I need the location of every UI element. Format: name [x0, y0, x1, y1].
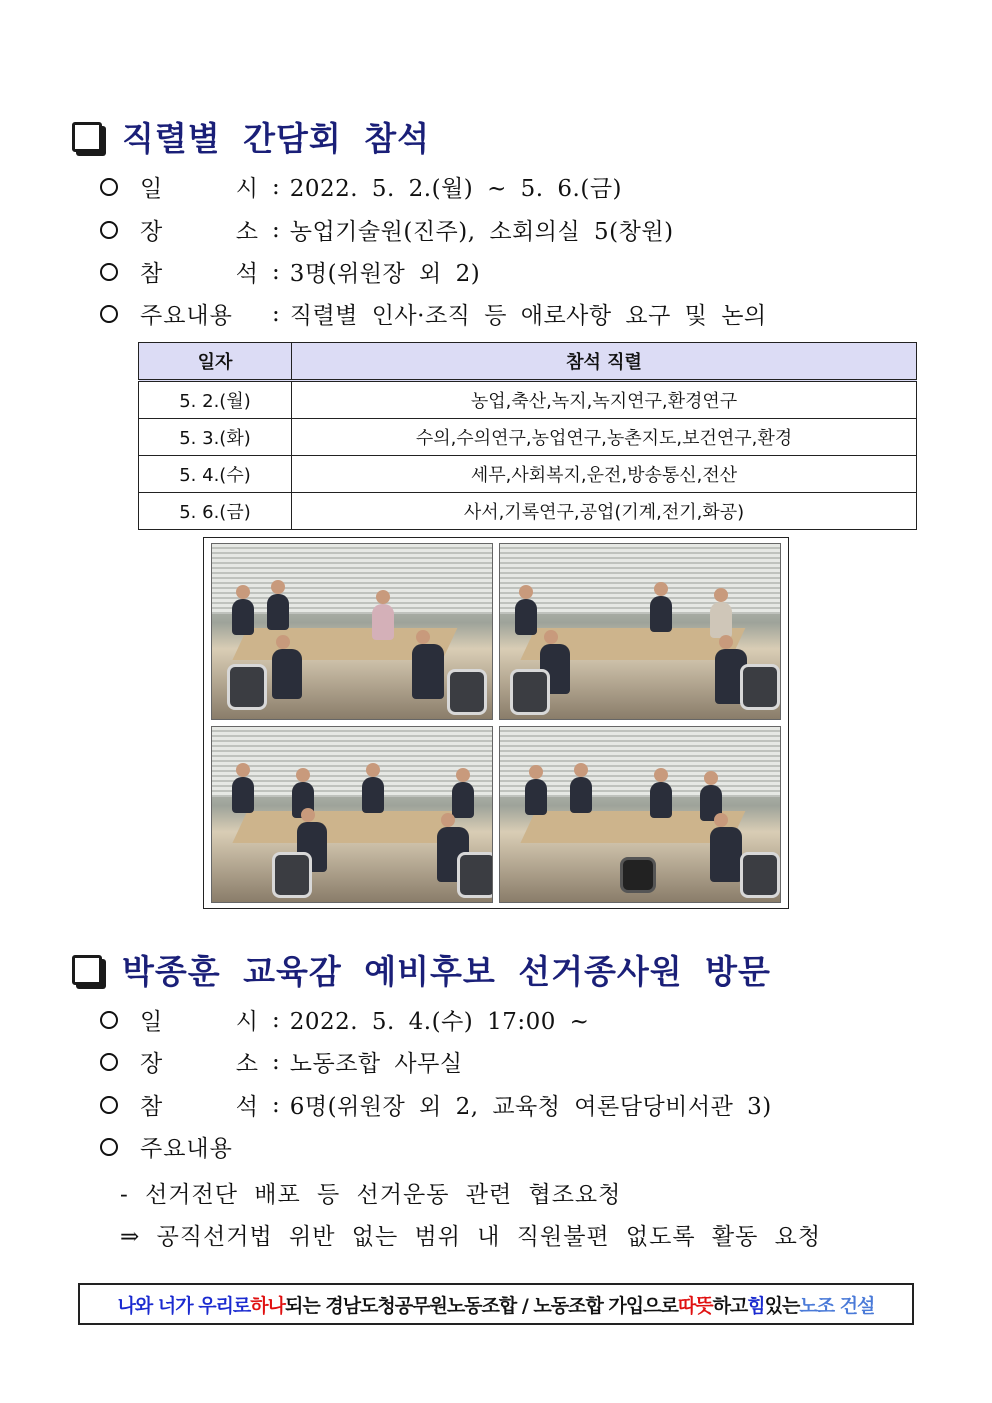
table-row: [139, 493, 917, 530]
meeting-photo: [211, 543, 493, 720]
header-date: 일자: [139, 343, 292, 381]
detail-line: - 선거전단 배포 등 선거운동 관련 협조요청: [120, 1182, 622, 1208]
circle-bullet-icon: [100, 221, 118, 239]
item-separator: :: [272, 1006, 280, 1033]
cell-positions: 수의,수의연구,농업연구,농촌지도,보건연구,환경: [292, 419, 917, 456]
section2-item-content: [100, 1130, 272, 1163]
meeting-photo: [499, 726, 781, 903]
item-label: 주요내용: [140, 303, 233, 329]
item-separator: :: [272, 1048, 280, 1075]
cell-date: 5. 6.(금): [139, 493, 292, 530]
item-label: 장 소: [140, 1051, 260, 1077]
cell-date: 5. 2.(월): [139, 381, 292, 419]
circle-bullet-icon: [100, 305, 118, 323]
item-separator: :: [272, 173, 280, 200]
item-label: 장 소: [140, 219, 260, 245]
table-header-row: [139, 343, 917, 381]
slogan-segment: 있는: [764, 1294, 800, 1317]
item-value: 농업기술원(진주), 소회의실 5(창원): [289, 219, 674, 245]
section1-title: [72, 113, 430, 160]
item-separator: :: [272, 300, 280, 327]
header-positions: 참석 직렬: [292, 343, 917, 381]
item-label: 참 석: [140, 261, 260, 287]
meeting-photo: [211, 726, 493, 903]
section1-item-date: [100, 170, 622, 203]
circle-bullet-icon: [100, 178, 118, 196]
item-label: 일 시: [140, 1009, 260, 1035]
section1-title-text: 직렬별 간담회 참석: [122, 119, 431, 158]
union-slogan-banner: [78, 1283, 914, 1325]
table-row: [139, 456, 917, 493]
section2-item-date: [100, 1003, 589, 1036]
circle-bullet-icon: [100, 263, 118, 281]
slogan-segment: 하고: [712, 1294, 748, 1317]
item-separator: :: [272, 258, 280, 285]
section1-item-place: [100, 213, 674, 246]
slogan-segment: 나와 너가 우리로: [117, 1294, 251, 1317]
circle-bullet-icon: [100, 1011, 118, 1029]
slogan-segment: 따뜻: [677, 1294, 713, 1317]
cell-positions: 사서,기록연구,공업(기계,전기,화공): [292, 493, 917, 530]
item-value: 6명(위원장 외 2, 교육청 여론담당비서관 3): [289, 1094, 772, 1120]
cell-date: 5. 4.(수): [139, 456, 292, 493]
section1-item-content: [100, 297, 767, 330]
section2-title-text: 박종훈 교육감 예비후보 선거종사원 방문: [122, 952, 771, 991]
table-row: [139, 381, 917, 419]
item-value: 직렬별 인사·조직 등 애로사항 요구 및 논의: [289, 303, 767, 329]
meeting-photo-grid: [203, 537, 789, 909]
item-separator: :: [272, 1091, 280, 1118]
circle-bullet-icon: [100, 1138, 118, 1156]
slogan-segment: 힘: [747, 1294, 765, 1317]
section2-title: [72, 946, 771, 993]
circle-bullet-icon: [100, 1053, 118, 1071]
slogan-segment: 노조 건설: [799, 1294, 875, 1317]
item-separator: :: [272, 216, 280, 243]
cell-positions: 농업,축산,녹지,녹지연구,환경연구: [292, 381, 917, 419]
checkbox-icon: [72, 122, 102, 152]
detail-line: ⇒ 공직선거법 위반 없는 범위 내 직원불편 없도록 활동 요청: [120, 1224, 822, 1250]
item-value: 노동조합 사무실: [289, 1051, 463, 1077]
section2-item-attendance: [100, 1088, 772, 1121]
meeting-photo: [499, 543, 781, 720]
item-label: 일 시: [140, 176, 260, 202]
slogan-segment: 하나: [250, 1294, 286, 1317]
schedule-table: [138, 342, 917, 530]
item-value: 2022. 5. 2.(월) ~ 5. 6.(금): [289, 176, 623, 202]
section1-item-attendance: [100, 255, 480, 288]
item-value: 3명(위원장 외 2): [289, 261, 481, 287]
cell-positions: 세무,사회복지,운전,방송통신,전산: [292, 456, 917, 493]
item-label: 참 석: [140, 1094, 260, 1120]
slogan-segment: 되는 경남도청공무원노동조합 / 노동조합 가입으로: [285, 1294, 678, 1317]
table-row: [139, 419, 917, 456]
circle-bullet-icon: [100, 1096, 118, 1114]
cell-date: 5. 3.(화): [139, 419, 292, 456]
item-label: 주요내용: [140, 1136, 233, 1162]
section2-item-place: [100, 1045, 463, 1078]
checkbox-icon: [72, 955, 102, 985]
item-value: 2022. 5. 4.(수) 17:00 ~: [289, 1009, 590, 1035]
